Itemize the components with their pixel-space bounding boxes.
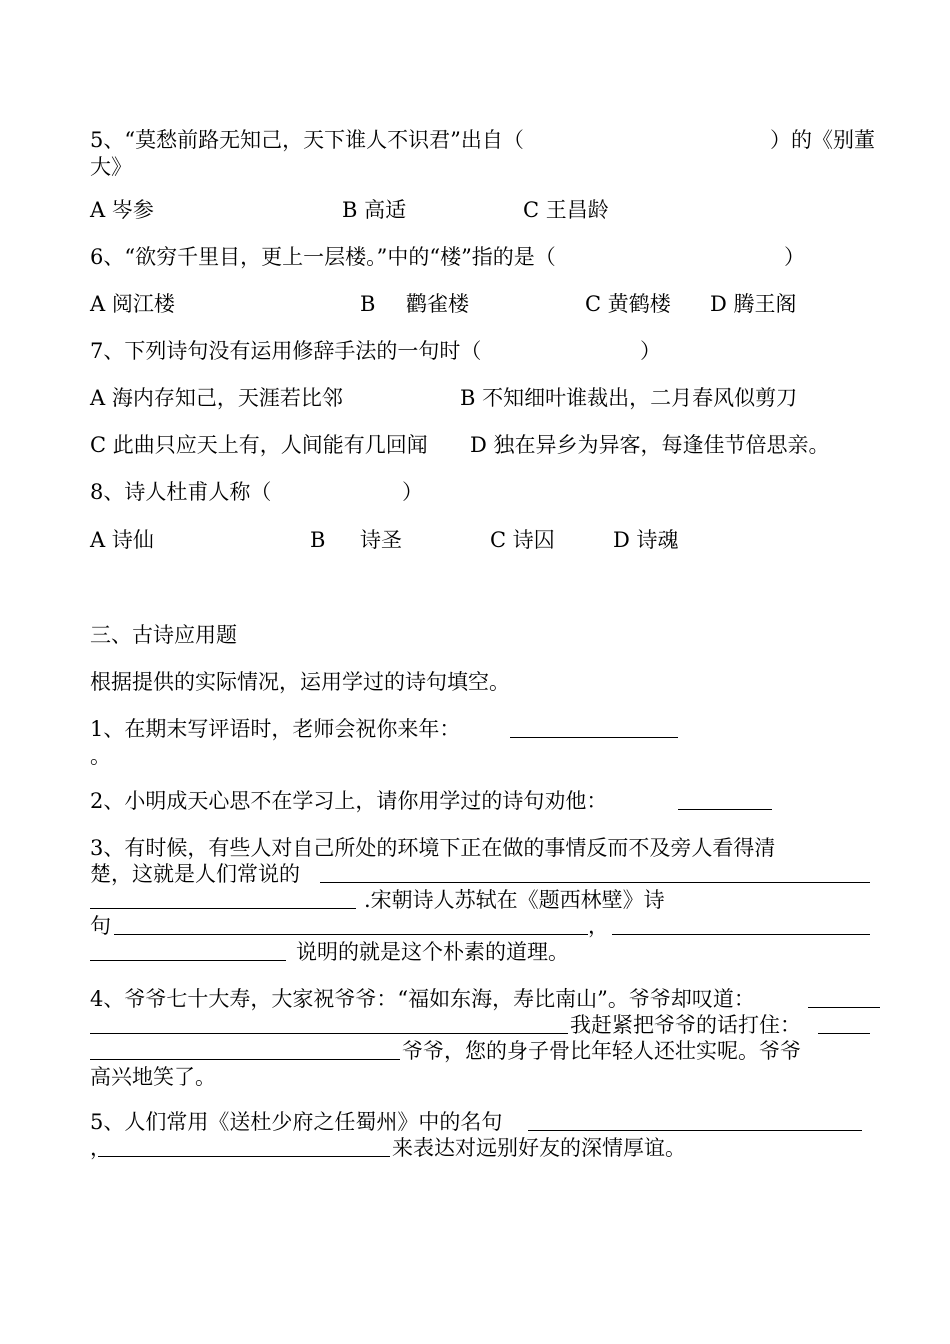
a3-answer-blank-2[interactable] (90, 887, 356, 909)
q8-option-d: D 诗魂 (613, 528, 679, 552)
a4-line1: 4、爷爷七十大寿，大家祝爷爷：“福如东海，寿比南山”。爷爷却叹道： (90, 987, 755, 1011)
q5-text-b: ）的《别董 (770, 128, 875, 152)
q7-text-a: 7、下列诗句没有运用修辞手法的一句时（ (90, 339, 482, 363)
a1-text: 1、在期末写评语时，老师会祝你来年： (90, 717, 461, 741)
q8-option-c: C 诗囚 (490, 528, 555, 552)
a5-line3: 来表达对远别好友的深情厚谊。 (392, 1136, 686, 1160)
q6-text-b: ） (784, 245, 805, 269)
a4-answer-blank-4[interactable] (90, 1038, 400, 1060)
a5-answer-blank-1[interactable] (528, 1109, 862, 1131)
a3-line5: 说明的就是这个朴素的道理。 (296, 940, 569, 964)
q5-option-c: C 王昌龄 (523, 198, 609, 222)
a3-line2: 楚，这就是人们常说的 (90, 862, 300, 886)
a1-answer-blank[interactable] (510, 716, 678, 738)
q7-option-b: B 不知细叶谁裁出，二月春风似剪刀 (460, 386, 798, 410)
q8-option-b-text: 诗圣 (360, 528, 402, 552)
q6-option-c: C 黄鹤楼 (585, 292, 671, 316)
a4-line2: 我赶紧把爷爷的话打住： (570, 1013, 801, 1037)
q7-option-c: C 此曲只应天上有，人间能有几回闻 (90, 433, 428, 457)
a4-line3: 爷爷，您的身子骨比年轻人还壮实呢。爷爷 (402, 1039, 801, 1063)
q6-option-a: A 阅江楼 (90, 292, 175, 316)
section-3-intro: 根据提供的实际情况，运用学过的诗句填空。 (90, 670, 510, 694)
section-3-heading: 三、古诗应用题 (90, 623, 237, 647)
a1-end: 。 (90, 744, 111, 768)
a2-answer-blank[interactable] (678, 788, 772, 810)
a3-line4: 句 (90, 914, 111, 938)
q6-option-d: D 腾王阁 (710, 292, 797, 316)
a3-line3: .宋朝诗人苏轼在《题西林壁》诗 (364, 888, 665, 912)
a3-answer-blank-1[interactable] (320, 861, 870, 883)
q5-text-c: 大》 (90, 155, 132, 179)
a3-answer-blank-5[interactable] (90, 939, 286, 961)
q6-option-b-letter: B (360, 292, 376, 316)
q5-text-a: 5、“莫愁前路无知己，天下谁人不识君”出自（ (90, 128, 524, 152)
a4-line4: 高兴地笑了。 (90, 1065, 216, 1089)
q8-option-a: A 诗仙 (90, 528, 154, 552)
a2-text: 2、小明成天心思不在学习上，请你用学过的诗句劝他： (90, 789, 608, 813)
q5-option-b: B 高适 (342, 198, 407, 222)
q7-text-b: ） (640, 339, 661, 363)
q7-option-d: D 独在异乡为异客，每逢佳节倍思亲。 (470, 433, 830, 457)
a4-answer-blank-3[interactable] (818, 1012, 870, 1034)
a3-line1: 3、有时候，有些人对自己所处的环境下正在做的事情反而不及旁人看得清 (90, 836, 776, 860)
a5-line1: 5、人们常用《送杜少府之任蜀州》中的名句 (90, 1110, 503, 1134)
q8-text-a: 8、诗人杜甫人称（ (90, 480, 272, 504)
a5-answer-blank-2[interactable] (98, 1135, 390, 1157)
q8-option-b-letter: B (310, 528, 326, 552)
q6-option-b-text: 鹳雀楼 (406, 292, 469, 316)
q8-text-b: ） (402, 480, 423, 504)
a4-answer-blank-2[interactable] (90, 1012, 568, 1034)
question-5 (90, 124, 880, 184)
a3-answer-blank-4[interactable] (612, 913, 870, 935)
a5-line2: ， (90, 1136, 111, 1160)
q6-text-a: 6、“欲穷千里目，更上一层楼。”中的“楼”指的是（ (90, 245, 556, 269)
q7-option-a: A 海内存知己，天涯若比邻 (90, 386, 343, 410)
a4-answer-blank-1[interactable] (808, 986, 880, 1008)
a3-answer-blank-3[interactable] (114, 913, 588, 935)
q5-option-a: A 岑参 (90, 198, 154, 222)
a3-comma: ， (588, 914, 609, 938)
